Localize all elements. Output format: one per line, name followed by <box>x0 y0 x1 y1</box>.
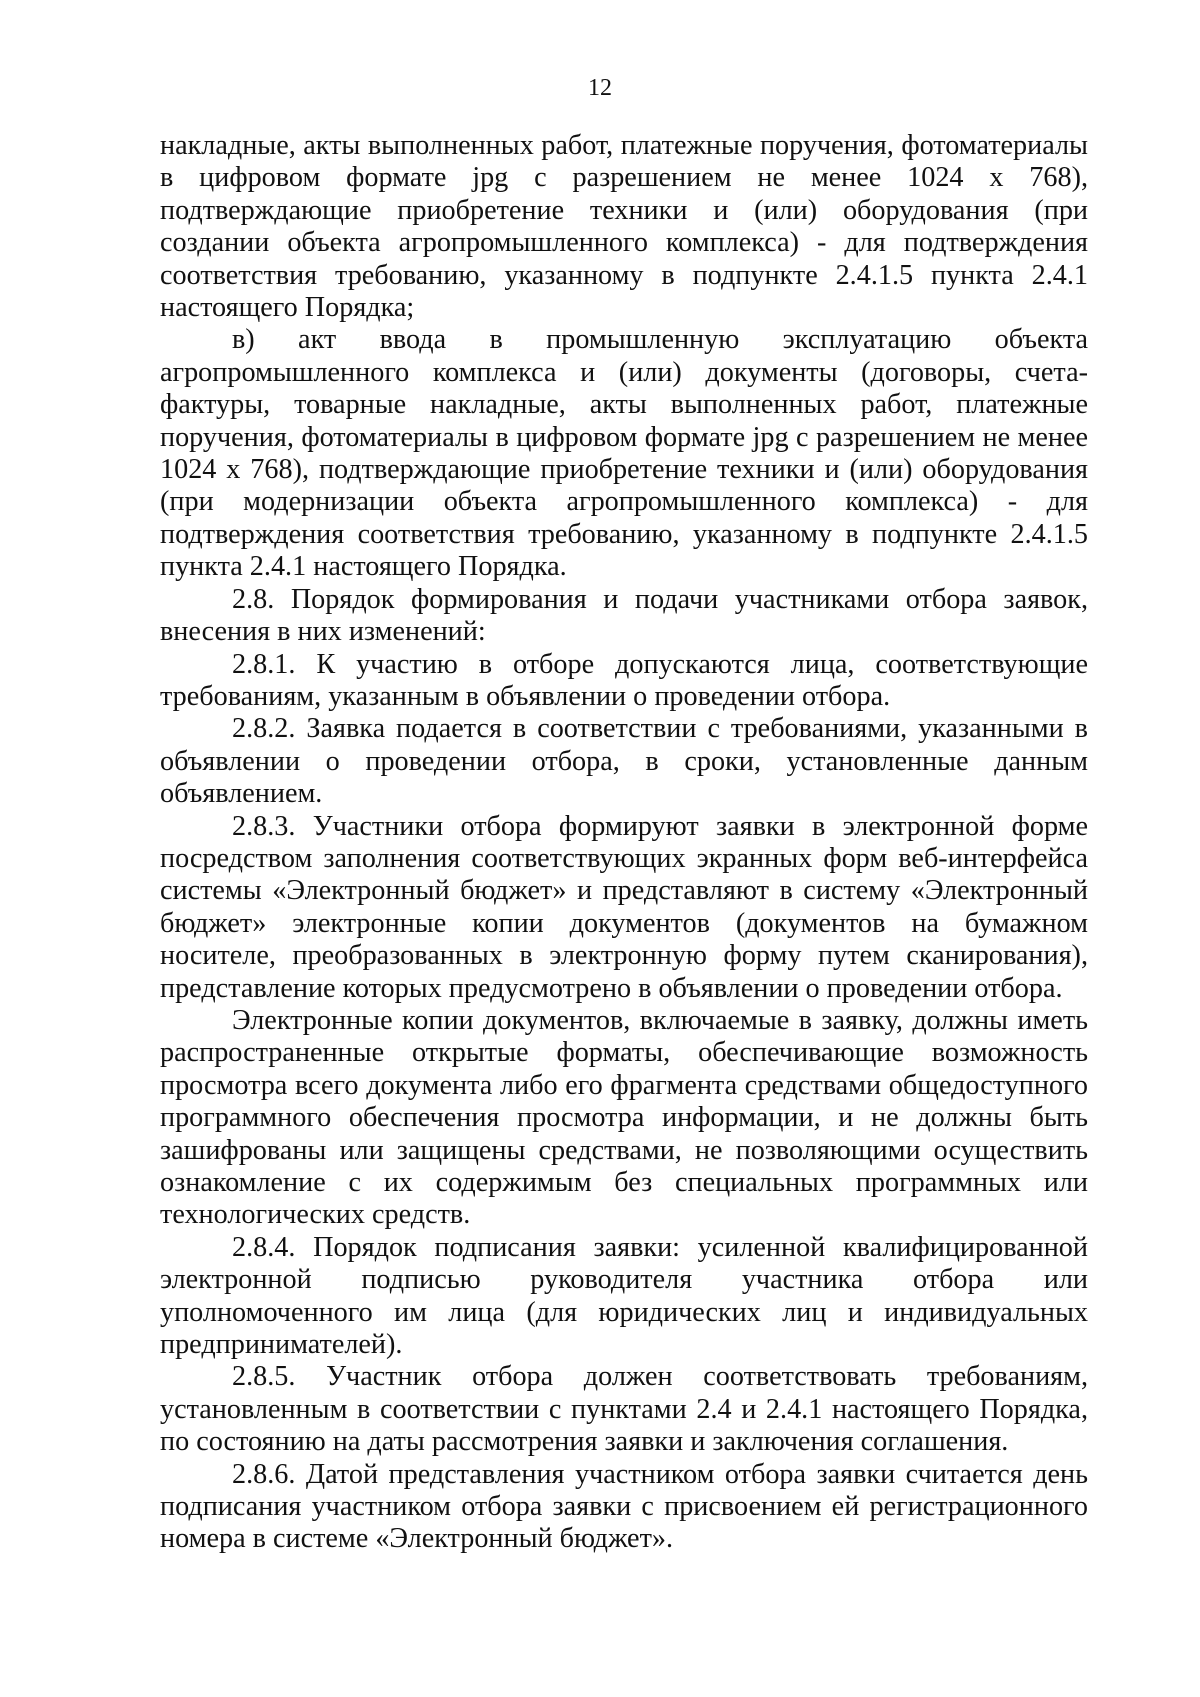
document-body <box>160 130 1088 1556</box>
paragraph-2-8: 2.8. Порядок формирования и подачи участниками отбора заявок, внесения в них изменений: <box>160 583 1088 648</box>
paragraph-2-8-5: 2.8.5. Участник отбора должен соответствовать требованиям, установленным в соответствии с пунктами 2.4 и 2.4.1 настоящего Порядка, по состоянию на даты рассмотрения заявки и заключения соглашения. <box>160 1361 1088 1458</box>
paragraph-2-8-1: 2.8.1. К участию в отборе допускаются лица, соответствующие требованиям, указанным в объявлении о проведении отбора. <box>160 648 1088 712</box>
paragraph-2-8-6: 2.8.6. Датой представления участником отбора заявки считается день подписания участником отбора заявки с присвоением ей регистрационного номера в системе «Электронный бюджет». <box>160 1458 1088 1555</box>
paragraph-2-8-3: 2.8.3. Участники отбора формируют заявки в электронной форме посредством заполнения соответствующих экранных форм веб-интерфейса системы «Электронный бюджет» и представляют в систему «Электронный бюджет» электронные копии документов (документов на бумажном носителе, преобразованных в электронную форму путем сканирования), представление которых предусмотрено в объявлении о проведении отбора. <box>160 810 1088 1004</box>
paragraph-continuation: накладные, акты выполненных работ, платежные поручения, фотоматериалы в цифровом формате jpg с разрешением не менее 1024 х 768), подтверждающие приобретение техники и (или) оборудования (при создании объекта агропромышленного комплекса) - для подтверждения соответствия требованию, указанному в подпункте 2.4.1.5 пункта 2.4.1 настоящего Порядка; <box>160 130 1088 324</box>
paragraph-electronic-copies: Электронные копии документов, включаемые в заявку, должны иметь распространенные открытые форматы, обеспечивающие возможность просмотра всего документа либо его фрагмента средствами общедоступного программного обеспечения просмотра информации, и не должны быть зашифрованы или защищены средствами, не позволяющими осуществить ознакомление с их содержимым без специальных программных или технологических средств. <box>160 1004 1088 1231</box>
paragraph-2-8-4: 2.8.4. Порядок подписания заявки: усиленной квалифицированной электронной подписью руководителя участника отбора или уполномоченного им лица (для юридических лиц и индивидуальных предпринимателей). <box>160 1231 1088 1361</box>
page-number: 12 <box>588 75 612 101</box>
paragraph-2-8-2: 2.8.2. Заявка подается в соответствии с требованиями, указанными в объявлении о проведении отбора, в сроки, установленные данным объявлением. <box>160 713 1088 810</box>
paragraph-item-v: в) акт ввода в промышленную эксплуатацию объекта агропромышленного комплекса и (или) документы (договоры, счета-фактуры, товарные накладные, акты выполненных работ, платежные поручения, фотоматериалы в цифровом формате jpg с разрешением не менее 1024 х 768), подтверждающие приобретение техники и (или) оборудования (при модернизации объекта агропромышленного комплекса) - для подтверждения соответствия требованию, указанному в подпункте 2.4.1.5 пункта 2.4.1 настоящего Порядка. <box>160 324 1088 583</box>
